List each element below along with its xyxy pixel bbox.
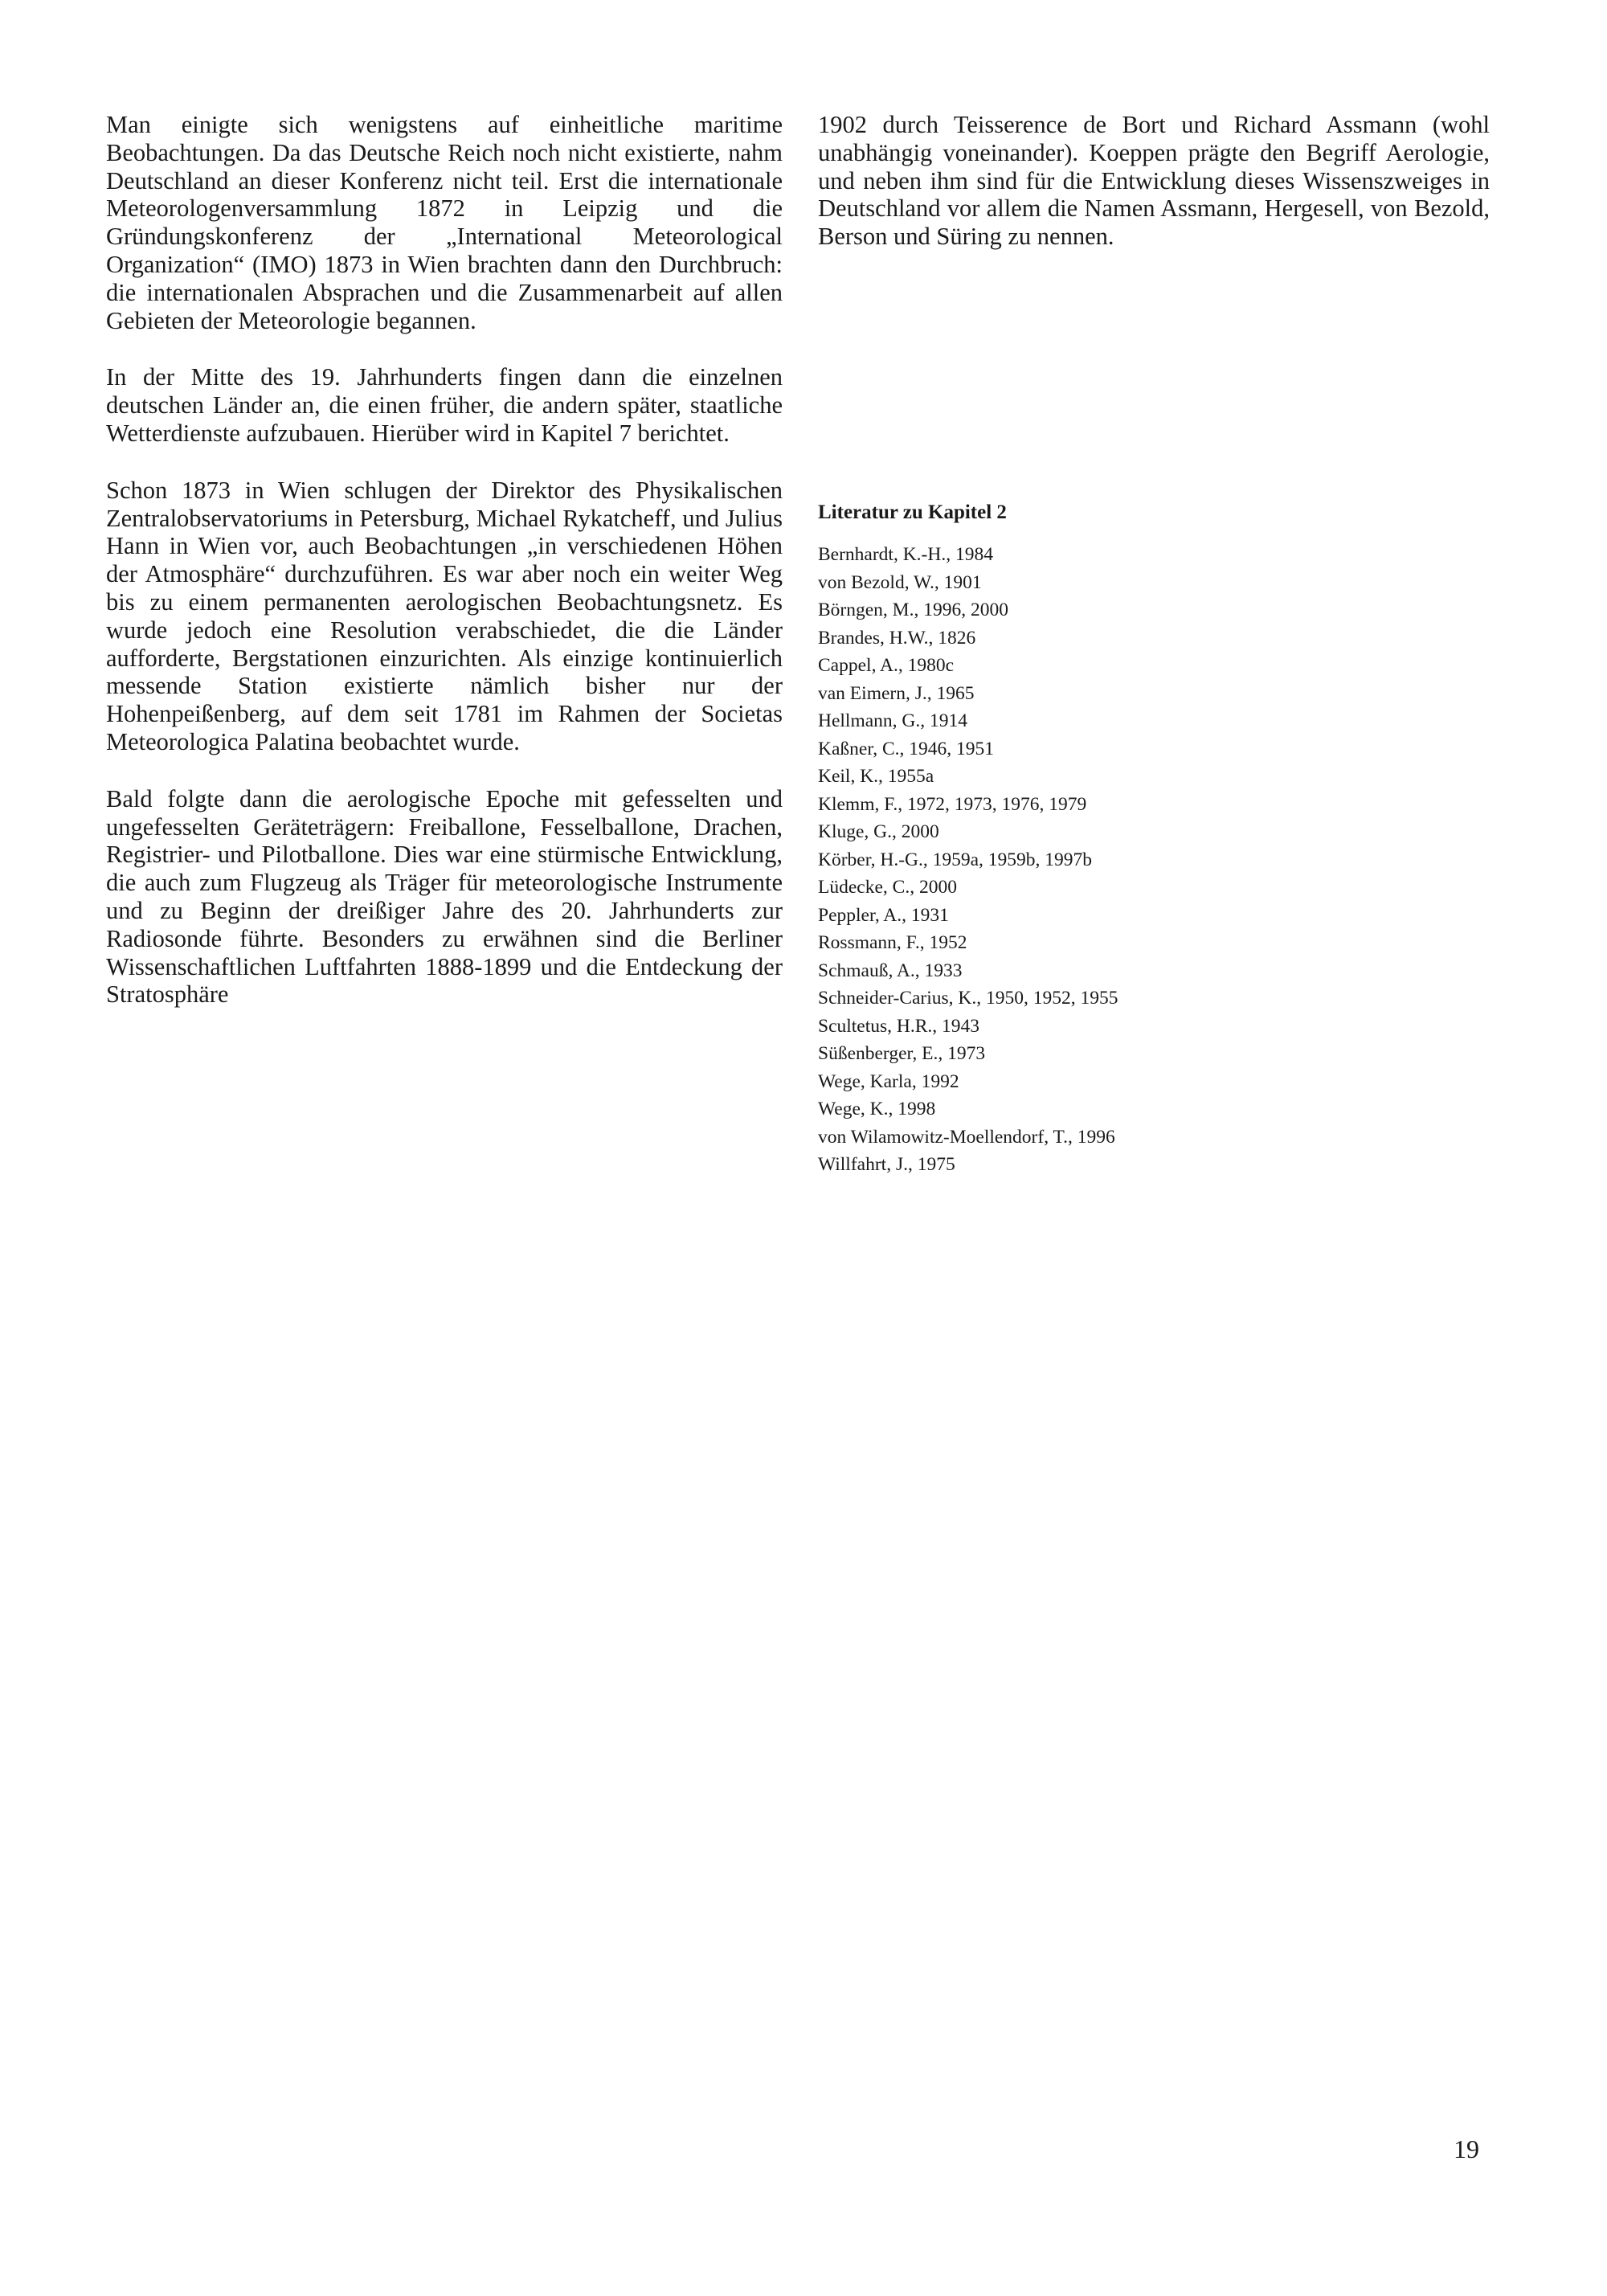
literature-entry: Wege, Karla, 1992 bbox=[818, 1070, 959, 1092]
literature-entry: Bernhardt, K.-H., 1984 bbox=[818, 544, 993, 565]
left-column bbox=[106, 111, 783, 1009]
page-number: 19 bbox=[1454, 2134, 1479, 2163]
literature-entry: Brandes, H.W., 1826 bbox=[818, 627, 976, 649]
paragraph-mountain-stations: Schon 1873 in Wien schlugen der Direktor des Physikalischen Zentralobservatoriums in Petersburg, Michael Rykatcheff, und Julius Hann in Wien vor, auch Beobachtungen „in verschiedenen Höhen der Atmosphäre“ durchzuführen. Es war aber noch ein weiter Weg bis zu einem permanenten aerologischen Beobachtungsnetz. Es wurde jedoch eine Resolution verabschiedet, die die Länder aufforderte, Bergstationen einzurichten. Als einzige kontinuierlich messende Station existierte nämlich bisher nur der Hohenpeißenberg, auf dem seit 1781 im Rahmen der Societas Meteorologica Palatina beobachtet wurde. bbox=[106, 476, 783, 755]
paragraph-stratosphere-discovery: 1902 durch Teisserence de Bort und Richard Assmann (wohl unabhängig voneinander). Koeppen prägte den Begriff Aerologie, und neben ihm sind für die Entwicklung dieses Wissenszweiges in Deutschland vor allem die Namen Assmann, Hergesell, von Bezold, Berson und Süring zu nennen. bbox=[818, 111, 1490, 251]
literature-heading: Literatur zu Kapitel 2 bbox=[818, 501, 1007, 523]
literature-entry: Körber, H.-G., 1959a, 1959b, 1997b bbox=[818, 849, 1093, 870]
literature-entry: Keil, K., 1955a bbox=[818, 766, 934, 787]
literature-entry: Peppler, A., 1931 bbox=[818, 904, 949, 926]
literature-entry: Willfahrt, J., 1975 bbox=[818, 1154, 955, 1175]
paragraph-aerological-epoch: Bald folgte dann die aerologische Epoche mit gefesselten und ungefesselten Geräteträgern: Freiballone, Fesselballone, Drachen, Registrier- und Pilotballone. Dies war eine stürmische Entwicklung, die auch zum Flugzeug als Träger für meteorologische Instrumente und zu Beginn der dreißiger Jahre des 20. Jahrhunderts zur Radiosonde führte. Besonders zu erwähnen sind die Berliner Wissenschaftlichen Luftfahrten 1888-1899 und die Entdeckung der Stratosphäre bbox=[106, 784, 783, 1009]
literature-entry: Lüdecke, C., 2000 bbox=[818, 877, 957, 898]
literature-entry: Scultetus, H.R., 1943 bbox=[818, 1015, 980, 1037]
literature-entry: Wege, K., 1998 bbox=[818, 1099, 936, 1119]
paragraph-national-weather-services: In der Mitte des 19. Jahrhunderts fingen dann die einzelnen deutschen Länder an, die einen früher, die andern später, staatliche Wetterdienste aufzubauen. Hierüber wird in Kapitel 7 berichtet. bbox=[106, 363, 783, 447]
literature-entry: Hellmann, G., 1914 bbox=[818, 710, 968, 731]
literature-entry: Süßenberger, E., 1973 bbox=[818, 1043, 986, 1064]
literature-entry: Börngen, M., 1996, 2000 bbox=[818, 600, 1008, 620]
literature-entry: von Wilamowitz-Moellendorf, T., 1996 bbox=[818, 1126, 1115, 1148]
paragraph-maritime-observations: Man einigte sich wenigstens auf einheitliche maritime Beobachtungen. Da das Deutsche Reich noch nicht existierte, nahm Deutschland an dieser Konferenz nicht teil. Erst die internationale Meteorologenversammlung 1872 in Leipzig und die Gründungskonferenz der „International Meteorological Organization“ (IMO) 1873 in Wien brachten dann den Durchbruch: die internationalen Absprachen und die Zusammenarbeit auf allen Gebieten der Meteorologie begannen. bbox=[106, 111, 783, 334]
literature-entry: Kaßner, C., 1946, 1951 bbox=[818, 738, 995, 759]
literature-entry: Klemm, F., 1972, 1973, 1976, 1979 bbox=[818, 793, 1087, 815]
right-column bbox=[818, 111, 1490, 251]
literature-entry: Schmauß, A., 1933 bbox=[818, 960, 963, 981]
literature-entry: Schneider-Carius, K., 1950, 1952, 1955 bbox=[818, 988, 1118, 1009]
literature-entry: Cappel, A., 1980c bbox=[818, 655, 955, 676]
literature-entry: Kluge, G., 2000 bbox=[818, 821, 939, 842]
literature-entry: von Bezold, W., 1901 bbox=[818, 571, 982, 593]
literature-entry: Rossmann, F., 1952 bbox=[818, 932, 967, 953]
literature-list bbox=[818, 541, 1118, 1179]
literature-entry: van Eimern, J., 1965 bbox=[818, 682, 975, 704]
